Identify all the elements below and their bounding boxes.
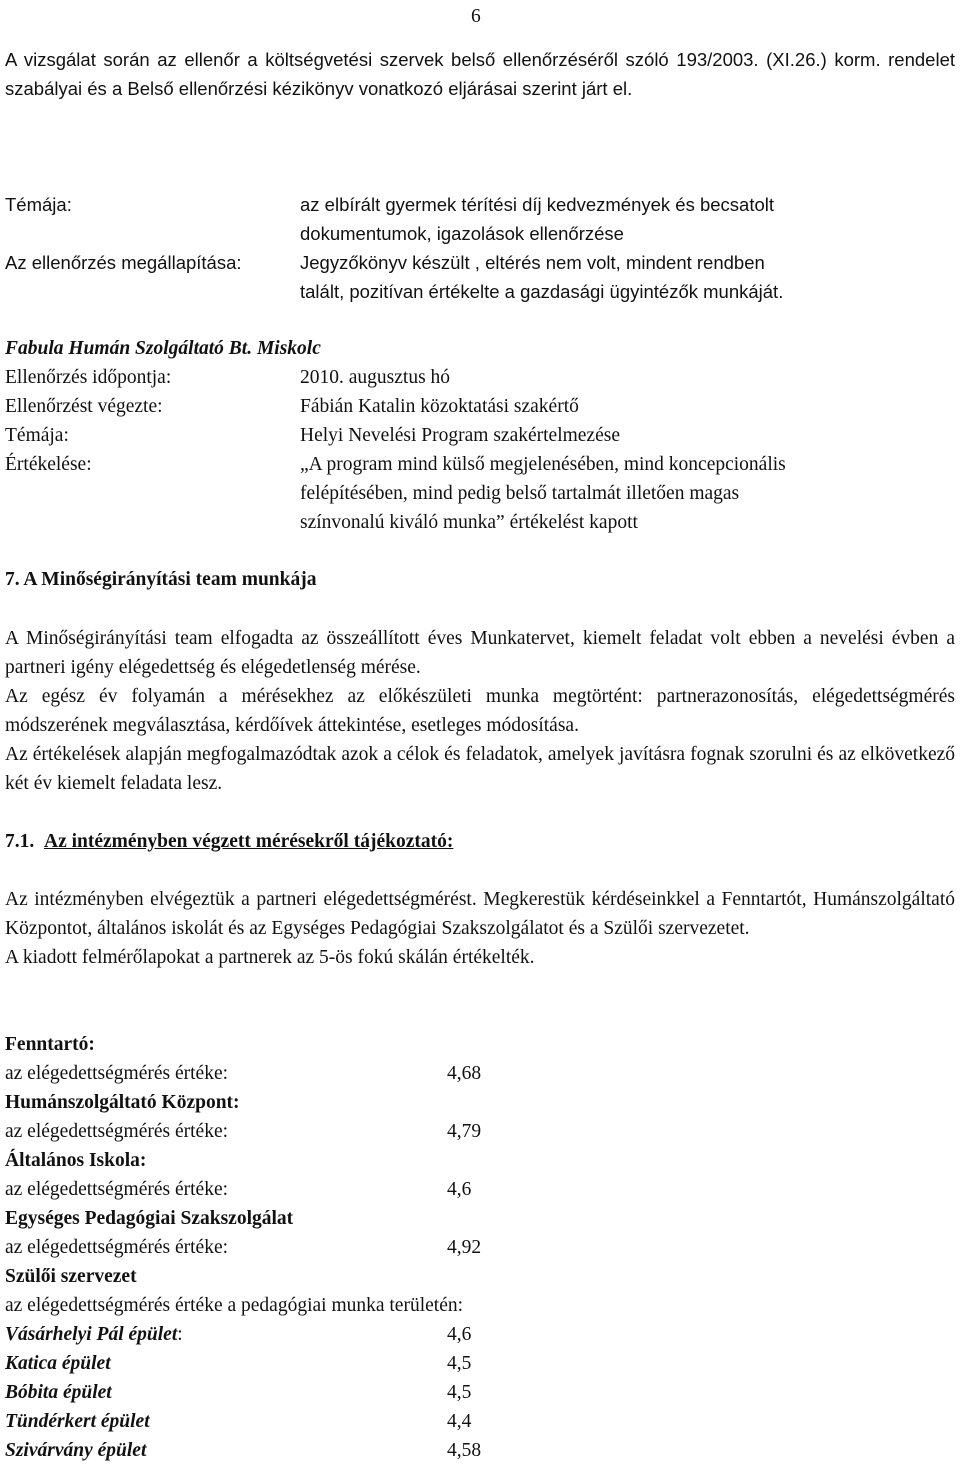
section-7-heading: 7. A Minőségirányítási team munkája	[5, 569, 317, 590]
section-7-body	[5, 624, 955, 798]
section-7-1-body	[5, 885, 955, 972]
prev-audit-finding-cont: talált, pozitívan értékelte a gazdasági ügyintézők munkáját.	[300, 281, 784, 302]
page-number: 6	[471, 6, 481, 27]
score-value: 4,79	[447, 1121, 482, 1142]
score-value: 4,92	[447, 1237, 482, 1258]
score-value: 4,68	[447, 1063, 482, 1084]
score-label: az elégedettségmérés értéke:	[5, 1179, 229, 1200]
fabula-date-value: 2010. augusztus hó	[300, 367, 451, 388]
building-row-bobita	[5, 1378, 955, 1407]
section-7-paragraph-1: A Minőségirányítási team elfogadta az összeállított éves Munkatervet, kiemelt feladat volt ebben a nevelési évben a partneri igény elégedettség és elégedetlenség mérése.	[5, 628, 955, 678]
fabula-eval	[5, 450, 955, 479]
partner-score-row-fenntarto	[5, 1059, 955, 1088]
building-score: 4,4	[447, 1411, 472, 1432]
building-row-tunderkert	[5, 1407, 955, 1436]
partner-name-fenntarto: Fenntartó:	[5, 1034, 95, 1055]
partner-name-altalanos-iskola: Általános Iskola:	[5, 1150, 147, 1171]
building-score: 4,5	[447, 1353, 472, 1374]
fabula-eval-cont-2: színvonalú kiváló munka” értékelést kapott	[300, 512, 638, 533]
fabula-eval-value: „A program mind külső megjelenésében, mind koncepcionális	[300, 454, 786, 475]
prev-audit-topic-value: az elbírált gyermek térítési díj kedvezmények és becsatolt	[300, 194, 775, 215]
prev-audit-finding-value: Jegyzőkönyv készült , eltérés nem volt, mindent rendben	[300, 252, 765, 273]
section-7-1-paragraph-1: Az intézményben elvégeztük a partneri elégedettségmérést. Megkerestük kérdéseinkkel a Fenntartót, Humánszolgáltató Központot, általános iskolát és az Egységes Pedagógiai Szakszolgálatot és a Szülői szervezetet.	[5, 889, 955, 939]
prev-audit	[5, 190, 955, 306]
building-name: Tündérkert épület	[5, 1411, 150, 1432]
building-name-text: Vásárhelyi Pál épület	[5, 1324, 178, 1345]
fabula-auditor-label: Ellenőrzést végezte:	[5, 396, 163, 417]
partner-name-szuloi-szervezet: Szülői szervezet	[5, 1266, 137, 1287]
building-name	[5, 1324, 183, 1345]
fabula-eval-label: Értékelése:	[5, 454, 92, 475]
building-row-vasarhelyi	[5, 1320, 955, 1349]
building-name-suffix: :	[177, 1324, 183, 1345]
section-7-1-paragraph-2: A kiadott felmérőlapokat a partnerek az 5-ös fokú skálán értékelték.	[5, 947, 535, 968]
fabula-audit	[5, 334, 955, 537]
score-label: az elégedettségmérés értéke:	[5, 1063, 229, 1084]
partner-score-row-altalanos-iskola	[5, 1175, 955, 1204]
section-7-1-number: 7.1.	[5, 831, 35, 852]
partner-name-humanszolgaltato: Humánszolgáltató Központ:	[5, 1092, 240, 1113]
partner-score-row-humanszolgaltato	[5, 1117, 955, 1146]
section-7-1-heading	[5, 827, 955, 856]
fabula-date-label: Ellenőrzés időpontja:	[5, 367, 172, 388]
building-score: 4,6	[447, 1324, 472, 1345]
parents-metric-label: az elégedettségmérés értéke a pedagógiai munka területén:	[5, 1295, 464, 1316]
score-label: az elégedettségmérés értéke:	[5, 1237, 229, 1258]
score-value: 4,6	[447, 1179, 472, 1200]
score-label: az elégedettségmérés értéke:	[5, 1121, 229, 1142]
building-name: Bóbita épület	[5, 1382, 112, 1403]
prev-audit-finding-label: Az ellenőrzés megállapítása:	[5, 252, 242, 273]
building-score: 4,5	[447, 1382, 472, 1403]
intro-paragraph: A vizsgálat során az ellenőr a költségvetési szervek belső ellenőrzéséről szóló 193/2003. (XI.26.) korm. rendelet szabályai és a Belső ellenőrzési kézikönyv vonatkozó eljárásai szerint járt el.	[5, 49, 955, 99]
building-score: 4,58	[447, 1440, 482, 1461]
building-row-katica	[5, 1349, 955, 1378]
prev-audit-finding	[5, 248, 955, 277]
section-7-1-title: Az intézményben végzett mérésekről tájékoztató:	[44, 831, 454, 852]
building-name: Katica épület	[5, 1353, 111, 1374]
building-name: Szivárvány épület	[5, 1440, 147, 1461]
prev-audit-topic-label: Témája:	[5, 194, 72, 215]
building-row-szivarvany	[5, 1436, 955, 1465]
section-7-paragraph-3: Az értékelések alapján megfogalmazódtak azok a célok és feladatok, amelyek javításra fognak szorulni és az elkövetkező két év kiemelt feladata lesz.	[5, 744, 955, 794]
section-7-paragraph-2: Az egész év folyamán a mérésekhez az előkészületi munka megtörtént: partnerazonosítás, elégedettségmérés módszerének megválasztása, kérdőívek áttekintése, esetleges módosítása.	[5, 686, 955, 736]
fabula-auditor-value: Fábián Katalin közoktatási szakértő	[300, 396, 579, 417]
results-list	[5, 1030, 955, 1465]
fabula-topic	[5, 421, 955, 450]
partner-name-egyseges-pedagogiai: Egységes Pedagógiai Szakszolgálat	[5, 1208, 294, 1229]
fabula-auditor	[5, 392, 955, 421]
prev-audit-topic	[5, 190, 955, 219]
fabula-topic-label: Témája:	[5, 425, 69, 446]
fabula-date	[5, 363, 955, 392]
fabula-topic-value: Helyi Nevelési Program szakértelmezése	[300, 425, 620, 446]
partner-score-row-egyseges-pedagogiai	[5, 1233, 955, 1262]
prev-audit-topic-cont: dokumentumok, igazolások ellenőrzése	[300, 223, 624, 244]
fabula-title: Fabula Humán Szolgáltató Bt. Miskolc	[5, 338, 321, 359]
fabula-eval-cont-1: felépítésében, mind pedig belső tartalmát illetően magas	[300, 483, 740, 504]
